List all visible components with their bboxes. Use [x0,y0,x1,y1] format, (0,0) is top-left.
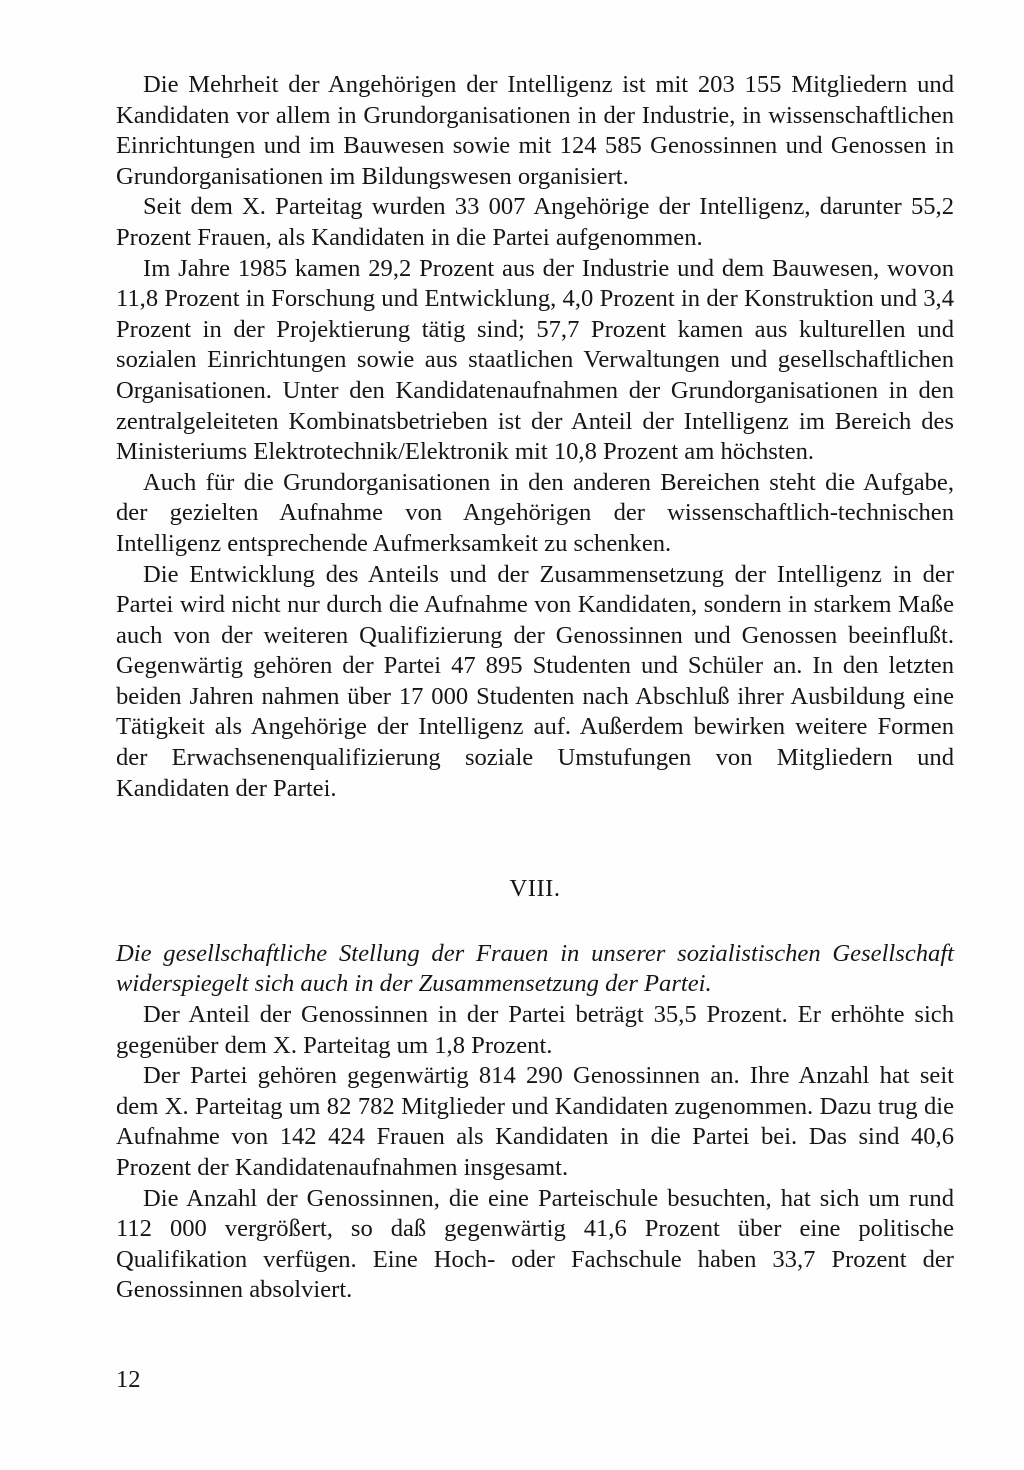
section-heading: VIII. [509,875,561,903]
page-number: 12 [116,1366,141,1393]
paragraph-anteil-genossinnen: Der Anteil der Genossinnen in der Partei beträgt 35,5 Prozent. Er erhöhte sich gegenüber dem X. Parteitag um 1,8 Prozent. [116,1001,954,1059]
paragraph-genossinnen-anzahl: Der Partei gehören gegenwärtig 814 290 Genossinnen an. Ihre Anzahl hat seit dem X. Parteitag um 82 782 Mitglieder und Kandidaten zugenommen. Dazu trug die Aufnahme von 142 424 Frauen als Kandidaten in die Partei bei. Das sind 40,6 Prozent der Kandidatenaufnahmen insgesamt. [116,1062,954,1181]
section-lead-italic: Die gesellschaftliche Stellung der Frauen in unserer sozialistischen Gesellschaft widerspiegelt sich auch in der Zusammensetzung der Partei. [116,939,954,998]
page-body-text [116,70,954,1306]
paragraph-jahr-1985: Im Jahre 1985 kamen 29,2 Prozent aus der Industrie und dem Bauwesen, wovon 11,8 Prozent in Forschung und Entwicklung, 4,0 Prozent in der Konstruktion und 3,4 Prozent in der Projektierung tätig sind; 57,7 Prozent kamen aus kulturellen und sozialen Einrichtungen sowie aus staatlichen Verwaltungen und gesellschaftlichen Organisationen. Unter den Kandidatenaufnahmen der Grundorganisationen in den zentralgeleiteten Kombinatsbetrieben ist der Anteil der Intelligenz im Bereich des Ministeriums Elektrotechnik/Elektronik mit 10,8 Prozent am höchsten. [116,254,954,466]
paragraph-entwicklung-anteil: Die Entwicklung des Anteils und der Zusammensetzung der Intelligenz in der Partei wird nicht nur durch die Aufnahme von Kandidaten, sondern in starkem Maße auch von der weiteren Qualifizierung der Genossinnen und Genossen beeinflußt. Gegenwärtig gehören der Partei 47 895 Studenten und Schüler an. In den letzten beiden Jahren nahmen über 17 000 Studenten nach Abschluß ihrer Ausbildung eine Tätigkeit als Angehörige der Intelligenz auf. Außerdem bewirken weitere Formen der Erwachsenenqualifizierung soziale Umstufungen von Mitgliedern und Kandidaten der Partei. [116,560,954,802]
paragraph-intelligenz-mehrheit: Die Mehrheit der Angehörigen der Intelligenz ist mit 203 155 Mitgliedern und Kandidaten vor allem in Grundorganisationen in der Industrie, in wissenschaftlichen Einrichtungen und im Bauwesen sowie mit 124 585 Genossinnen und Genossen in Grundorganisationen im Bildungswesen organisiert. [116,71,954,190]
paragraph-aufgabe-grundorganisationen: Auch für die Grundorganisationen in den anderen Bereichen steht die Aufgabe, der gezielten Aufnahme von Angehörigen der wissenschaftlich-technischen Intelligenz entsprechende Aufmerksamkeit zu schenken. [116,468,954,557]
paragraph-kandidaten-aufgenommen: Seit dem X. Parteitag wurden 33 007 Angehörige der Intelligenz, darunter 55,2 Prozent Frauen, als Kandidaten in die Partei aufgenommen. [116,193,954,251]
paragraph-parteischule: Die Anzahl der Genossinnen, die eine Parteischule besuchten, hat sich um rund 112 000 vergrößert, so daß gegenwärtig 41,6 Prozent über eine politische Qualifikation verfügen. Eine Hoch- oder Fachschule haben 33,7 Prozent der Genossinnen absolviert. [116,1184,954,1304]
